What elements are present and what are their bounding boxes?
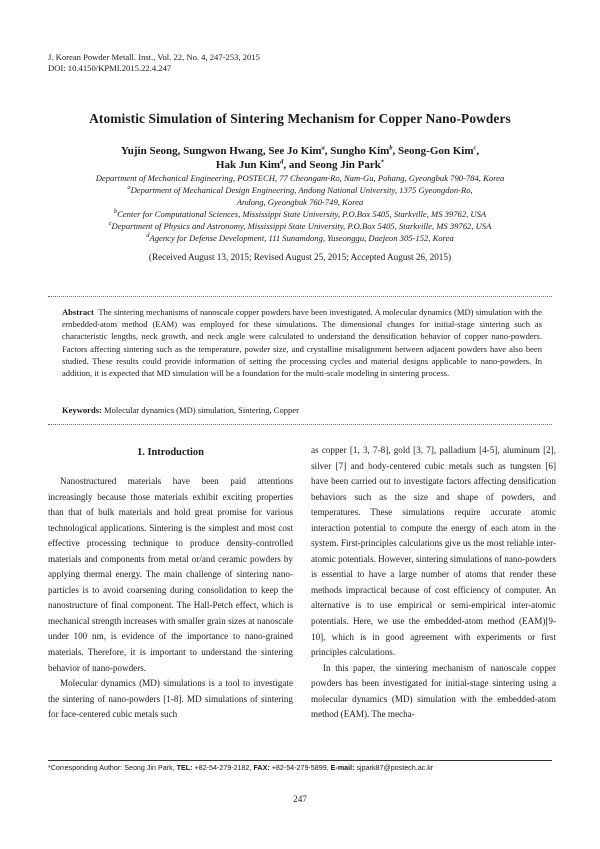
- email-address: sjpark87@postech.ac.kr: [356, 764, 434, 772]
- journal-header: [48, 52, 260, 74]
- abstract: [62, 306, 542, 379]
- affiliation-line: $^b$Center for Computational Sciences, Mississippi State University, P.O.Box 5405, Starkville, MS 39762, USA: [113, 208, 487, 219]
- abstract-label: Abstract: [62, 307, 94, 317]
- right-column: [311, 443, 556, 723]
- corresponding-author-footnote: *Corresponding Author: Seong Jin Park, TEL: +82-54-279-2182, FAX: +82-54-279-5899, E-mail: sjpark87@postech.ac.kr: [48, 764, 434, 772]
- author-name: Hak Jun Kim: [215, 159, 281, 171]
- affiliation-line: $^a$Department of Mechanical Design Engineering, Andong National University, 1375 Gyeongdon-Ro,: [127, 184, 473, 195]
- author-list: [60, 144, 540, 172]
- left-column: [48, 474, 293, 723]
- author-affiliation-mark: c: [473, 144, 477, 152]
- body-paragraph: Molecular dynamics (MD) simulations is a tool to investigate the sintering of nano-powders [1-8]. MD simulations of sintering for face-centered cubic metals such: [48, 678, 293, 720]
- received-dates: (Received August 13, 2015; Revised August 25, 2015; Accepted August 26, 2015): [148, 252, 452, 262]
- author-name: Yujin Seong: [120, 145, 178, 157]
- keywords-label: Keywords:: [62, 405, 102, 415]
- footnote-rule: [48, 760, 552, 761]
- author-affiliation-mark: d: [280, 158, 284, 166]
- affiliations: [30, 172, 570, 244]
- author-name: Seong-Gon Kim: [398, 145, 474, 157]
- author-affiliation-mark: b: [389, 144, 393, 152]
- page-number: 247: [293, 794, 307, 804]
- keywords: [62, 404, 542, 416]
- body-paragraph: as copper [1, 3, 7-8], gold [3, 7], palladium [4-5], aluminum [2], silver [7] and body-centered cubic metals such as tungsten [6] have been carried out to investigate factors affecting densification behaviors such as the size and shape of powders, and temperatures. These simulations require accurate atomic interaction potential to compute the energy of each atom in the system. First-principles calculations give us the most reliable inter-atomic potentials. However, sintering simulations of nano-powders is essential to have a large number of atoms that render these methods impractical because of cost efficiency of computer. An alternative is to use empirical or semi-empirical inter-atomic potentials. Here, we use the embedded-atom method (EAM)[9-10], which is in good agreement with experiments or first principles calculations.: [311, 445, 556, 658]
- doi: DOI: 10.4150/KPMI.2015.22.4.247: [48, 63, 172, 73]
- author-name: Sungwon Hwang: [183, 145, 263, 157]
- affiliation-line: Department of Mechanical Engineering, POSTECH, 77 Cheongam-Ro, Nam-Gu, Pohang, Gyeongbuk 790-784, Korea: [95, 173, 505, 183]
- abstract-top-divider: [48, 296, 552, 297]
- body-paragraph: Nanostructured materials have been paid attentions increasingly because those materials exhibit exciting properties than that of bulk materials and hold great promise for various technological applications. Sintering is the simplest and most cost effective processing technique to produce density-controlled materials and components from metal or/and ceramic powders by applying thermal energy. The main challenge of sintering nano-particles is to avoid coarsening during consolidation to keep the nanostructure of final component. The Hall-Petch effect, which is mechanical strength increases with smaller grain sizes at nanoscale under 100 nm, is evidence of the importance to nano-grained materials. Therefore, it is important to understand the sintering behavior of nano-powders.: [48, 476, 293, 673]
- author-name: See Jo Kim: [268, 145, 322, 157]
- abstract-bottom-divider: [48, 424, 552, 425]
- body-paragraph: In this paper, the sintering mechanism of nanoscale copper powders has been investigated for initial-stage sintering using a molecular dynamics (MD) simulation with the embedded-atom method (EAM). The mecha-: [311, 662, 556, 720]
- author-name: Sungho Kim: [330, 145, 390, 157]
- author-affiliation-mark: a: [321, 144, 325, 152]
- journal-citation: J. Korean Powder Metall. Inst., Vol. 22, No. 4, 247-253, 2015: [48, 52, 260, 62]
- keywords-text: Molecular dynamics (MD) simulation, Sintering, Copper: [104, 405, 299, 415]
- paper-title: Atomistic Simulation of Sintering Mechanism for Copper Nano-Powders: [89, 111, 511, 126]
- affiliation-line: $^c$Department of Physics and Astronomy, Mississippi State University, P.O.Box 5405, Starkville, MS 39762, USA: [108, 220, 492, 231]
- abstract-text: The sintering mechanisms of nanoscale copper powders have been investigated. A molecular dynamics (MD) simulation with the embedded-atom method (EAM) was employed for these simulations. The dimensional changes for initial-stage sintering such as characteristic lengths, neck growth, and neck angle were calculated to understand the densification behavior of copper nano-powders. Factors affecting sintering such as the temperature, powder size, and crystalline misalignment between adjacent powders have also been studied. These results could provide information of setting the processing cycles and material designs applicable to nano-powders. In addition, it is expected that MD simulation will be a foundation for the multi-scale modeling in sintering process.: [62, 307, 542, 379]
- affiliation-line: Andong, Gyeongbuk 760-749, Korea: [236, 197, 364, 207]
- author-line-2: Hak Jun Kim$^d$, and Seong Jin Park*: [215, 158, 385, 171]
- author-name: Seong Jin Park: [309, 159, 381, 171]
- corresponding-mark: *: [380, 158, 385, 166]
- section-heading: 1. Introduction: [137, 447, 204, 458]
- author-line-1: Yujin Seong, Sungwon Hwang, See Jo Kim$^a$, Sungho Kim$^b$, Seong-Gon Kim$^c$,: [120, 144, 480, 157]
- affiliation-line: $^d$Agency for Defense Development, 111 Sunamdong, Yuseonggu, Daejeon 305-152, Korea: [146, 232, 454, 243]
